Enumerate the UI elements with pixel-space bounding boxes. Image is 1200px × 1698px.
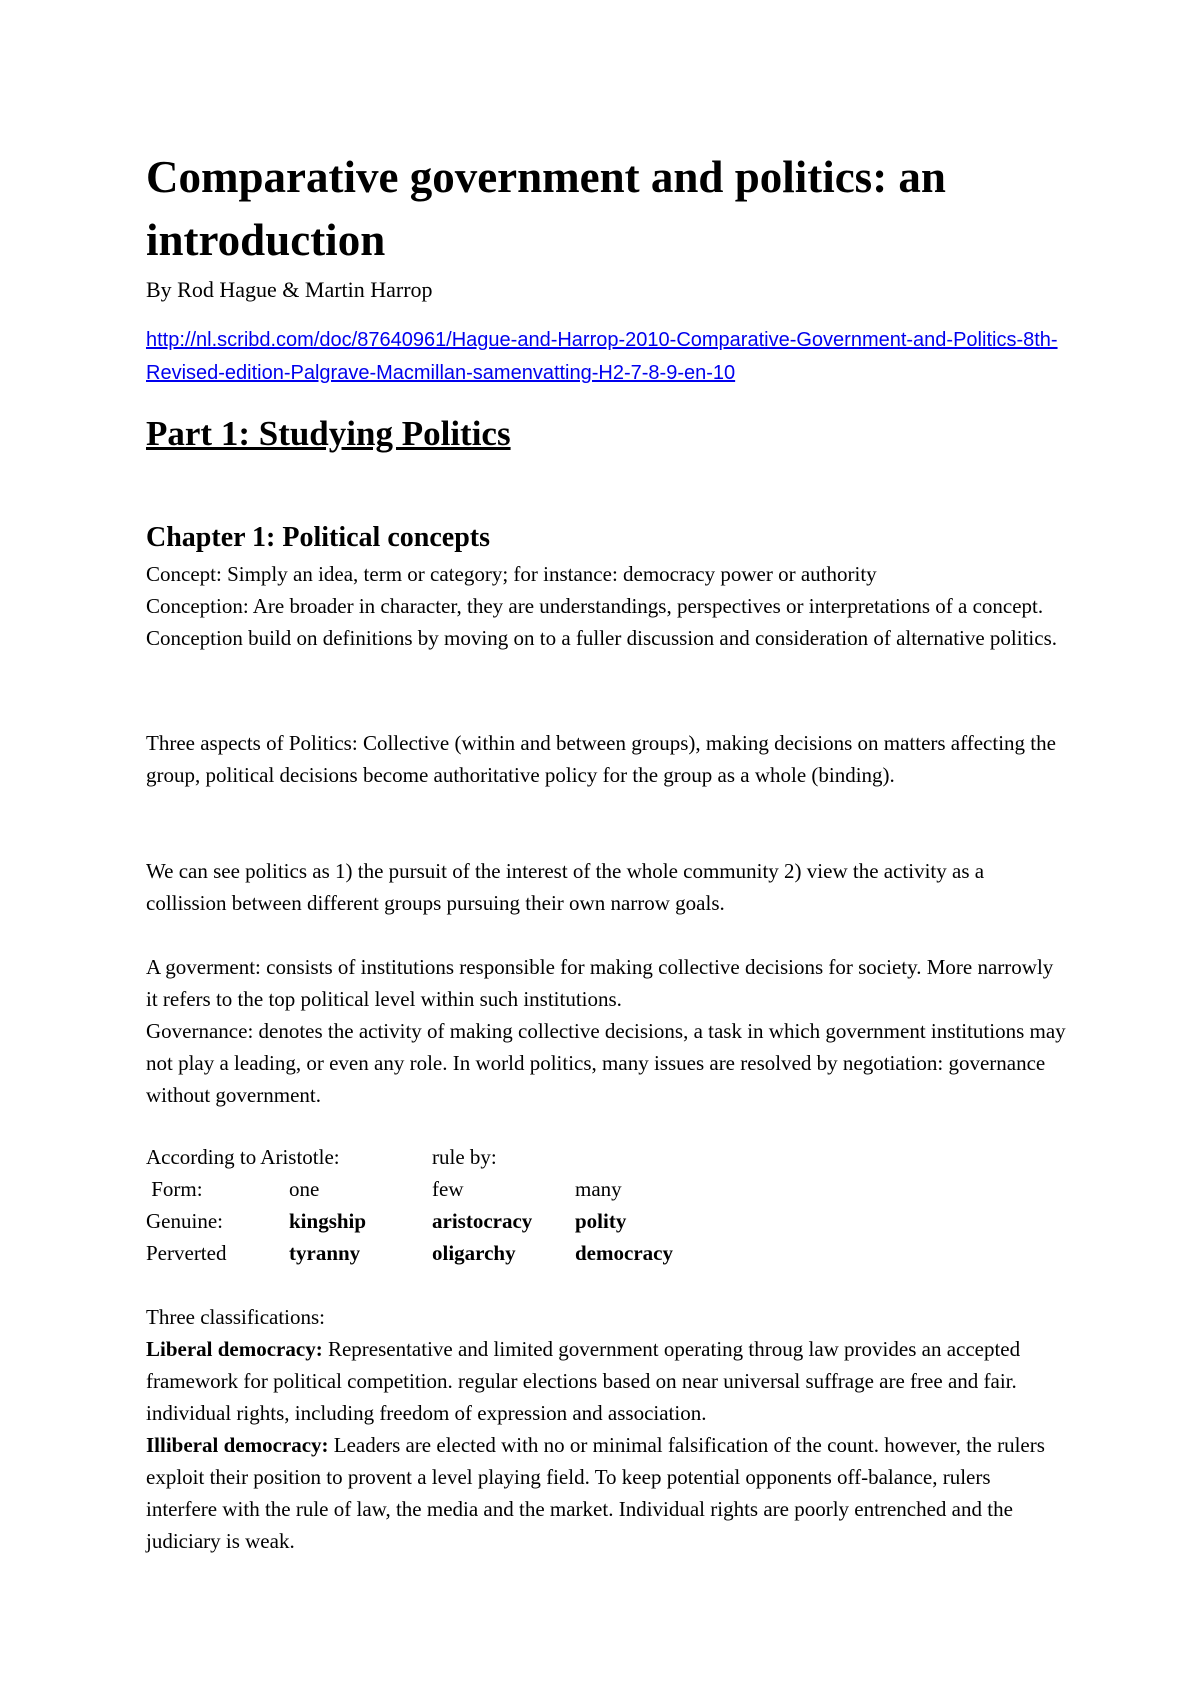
government-definition: A goverment: consists of institutions responsible for making collective decisions for society. More narrowly it refers to the top political level within such institutions. [146,955,1054,1011]
document-title: Comparative government and politics: an introduction [146,152,946,265]
cell-few: few [432,1177,464,1201]
conception-definition: Conception: Are broader in character, they are understandings, perspectives or interpretations of a concept. Conception build on definitions by moving on to a fuller discussion and consideration of alternative politics. [146,594,1058,650]
classifications-intro: Three classifications: [146,1305,326,1329]
aristotle-header-right: rule by: [432,1145,497,1169]
row-label: Genuine: [146,1209,223,1233]
cell-many: democracy [575,1241,673,1265]
government-paragraph [146,951,1066,1111]
pursuit-paragraph [146,855,1066,919]
row-label: Form: [146,1177,203,1201]
cell-many: many [575,1177,622,1201]
aspects-paragraph [146,727,1066,791]
cell-one: tyranny [289,1241,361,1265]
governance-definition: Governance: denotes the activity of making collective decisions, a task in which government institutions may not play a leading, or even any role. In world politics, many issues are resolved by negotiation: governance without government. [146,1019,1066,1107]
aristotle-header-left: According to Aristotle: [146,1145,340,1169]
liberal-democracy-paragraph [146,1333,1066,1429]
aristotle-table [146,1141,725,1269]
illiberal-democracy-term: Illiberal democracy: [146,1433,329,1457]
aspects-text: Three aspects of Politics: Collective (within and between groups), making decisions on matters affecting the group, political decisions become authoritative policy for the group as a whole (binding). [146,731,1056,787]
illiberal-democracy-paragraph [146,1429,1066,1557]
illiberal-democracy-text: Leaders are elected with no or minimal falsification of the count. however, the rulers exploit their position to provent a level playing field. To keep potential opponents off-balance, rulers interfere with the rule of law, the media and the market. Individual rights are poorly entrenched and the judiciary is weak. [146,1433,1045,1553]
liberal-democracy-term: Liberal democracy: [146,1337,323,1361]
aristotle-row [146,1173,725,1205]
row-label: Perverted [146,1241,227,1265]
liberal-democracy-text: Representative and limited government operating throug law provides an accepted framework for political competition. regular elections based on near universal suffrage are free and fair. individual rights, including freedom of expression and association. [146,1337,1021,1425]
cell-few: oligarchy [432,1241,516,1265]
aristotle-row [146,1237,725,1269]
cell-one: kingship [289,1209,367,1233]
part-heading: Part 1: Studying Politics [146,414,511,453]
author-byline: By Rod Hague & Martin Harrop [146,277,433,302]
pursuit-text: We can see politics as 1) the pursuit of the interest of the whole community 2) view the activity as a collission between different groups pursuing their own narrow goals. [146,859,985,915]
aristotle-row [146,1205,725,1237]
concept-paragraph [146,558,1066,654]
aristotle-header-row [146,1141,725,1173]
cell-many: polity [575,1209,627,1233]
concept-definition: Concept: Simply an idea, term or category; for instance: democracy power or authority [146,562,877,586]
classifications-section [146,1301,1066,1557]
source-link[interactable]: http://nl.scribd.com/doc/87640961/Hague-and-Harrop-2010-Comparative-Government-and-Politics-8th-Revised-edition-Palgrave-Macmillan-samenvatting-H2-7-8-9-en-10 [146,329,1058,384]
chapter-heading: Chapter 1: Political concepts [146,522,490,553]
cell-few: aristocracy [432,1209,533,1233]
cell-one: one [289,1177,320,1201]
